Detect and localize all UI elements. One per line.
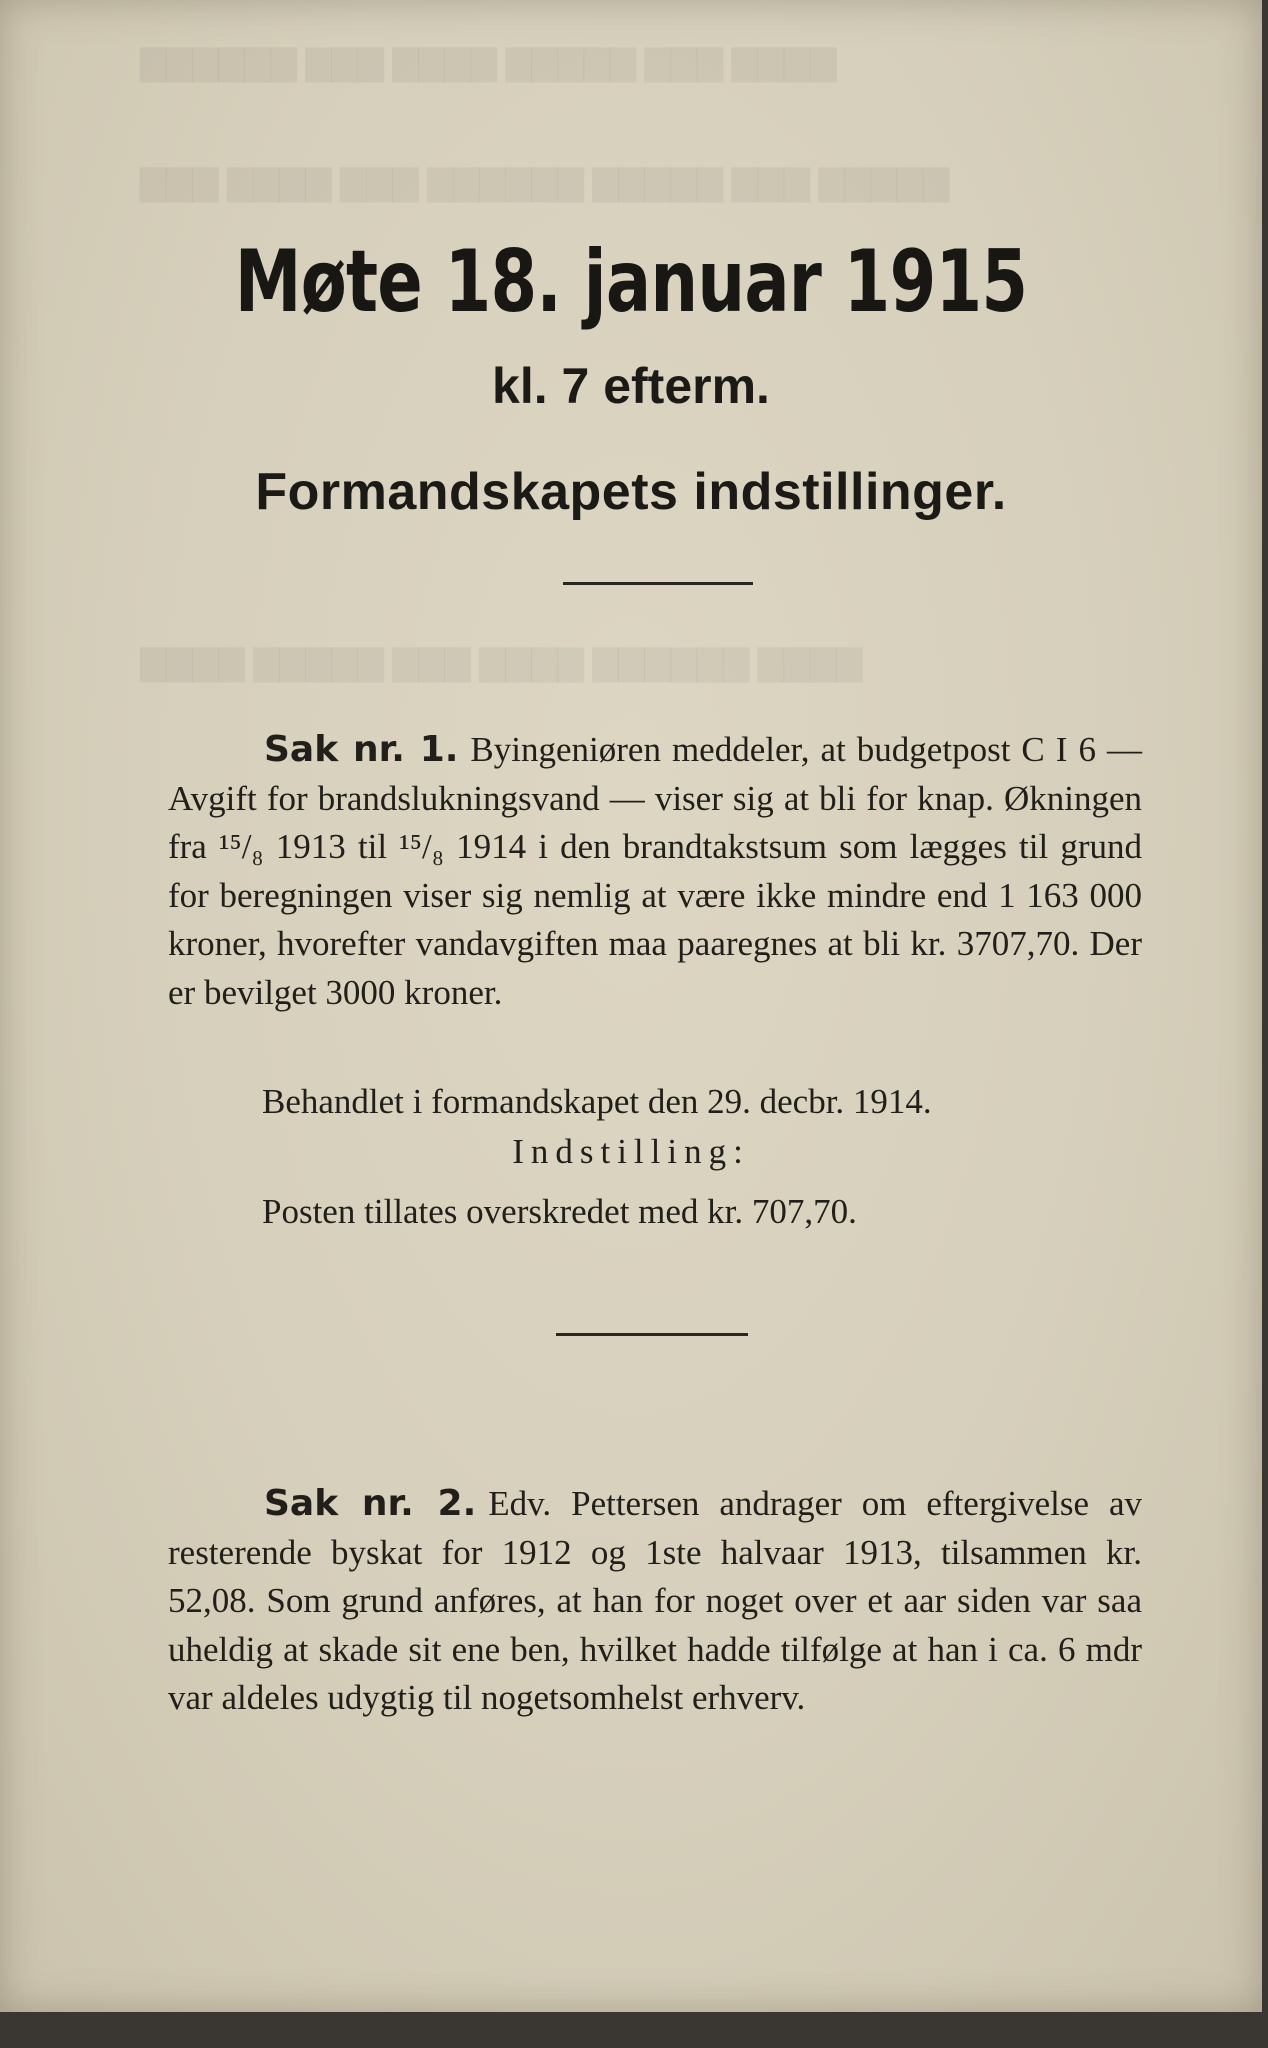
bleed-through-texture: ▇▇▇▇▇ ▇▇▇ ▇▇▇▇▇ ▇▇▇▇▇▇ ▇▇▇ ▇▇▇▇ ▇▇▇ [140, 165, 950, 202]
divider [563, 582, 753, 585]
case-1-recommendation: Posten tillates overskredet med kr. 707,70. [262, 1192, 857, 1231]
case-2 [168, 1480, 1142, 1723]
case-2-body: Edv. Pettersen andrager om eftergivelse av resterende byskat for 1912 og 1ste halvaar 1913, tilsammen kr. 52,08. Som grund anføres, at han for noget over et aar siden var saa uheldig at skade sit ene ben, hvilket hadde tilfølge at han i ca. 6 mdr var aldeles udygtig til nogetsomhelst erhverv. [168, 1484, 1142, 1717]
section-heading: Formandskapets indstillinger. [255, 463, 1007, 521]
case-1 [168, 726, 1142, 1017]
case-2-label: Sak nr. 2. [264, 1483, 477, 1524]
divider [556, 1333, 748, 1336]
meeting-title: Møte 18. januar 1915 [234, 232, 1028, 332]
case-1-label: Sak nr. 1. [264, 729, 459, 770]
case-1-treated: Behandlet i formandskapet den 29. decbr. 1914. [262, 1082, 932, 1121]
meeting-time: kl. 7 efterm. [492, 358, 770, 414]
bleed-through-texture: ▇▇▇▇ ▇▇▇ ▇▇▇▇▇ ▇▇▇▇ ▇▇▇ ▇▇▇▇▇▇ [140, 45, 837, 82]
bleed-through-texture: ▇▇▇▇ ▇▇▇▇▇▇ ▇▇▇▇ ▇▇▇ ▇▇▇▇▇ ▇▇▇▇ [140, 645, 863, 682]
case-1-body: Byingeniøren meddeler, at budgetpost C I 6 — Avgift for brandslukningsvand — viser sig at bli for knap. Økningen fra ¹⁵/₈ 1913 til ¹⁵/₈ 1914 i den brandtakstsum som lægges til grund for beregningen viser sig nemlig at være ikke mindre end 1 163 000 kroner, hvorefter vandavgiften maa paaregnes at bli kr. 3707,70. Der er bevilget 3000 kroner. [168, 730, 1142, 1012]
case-1-recommendation-label: Indstilling: [512, 1132, 750, 1171]
